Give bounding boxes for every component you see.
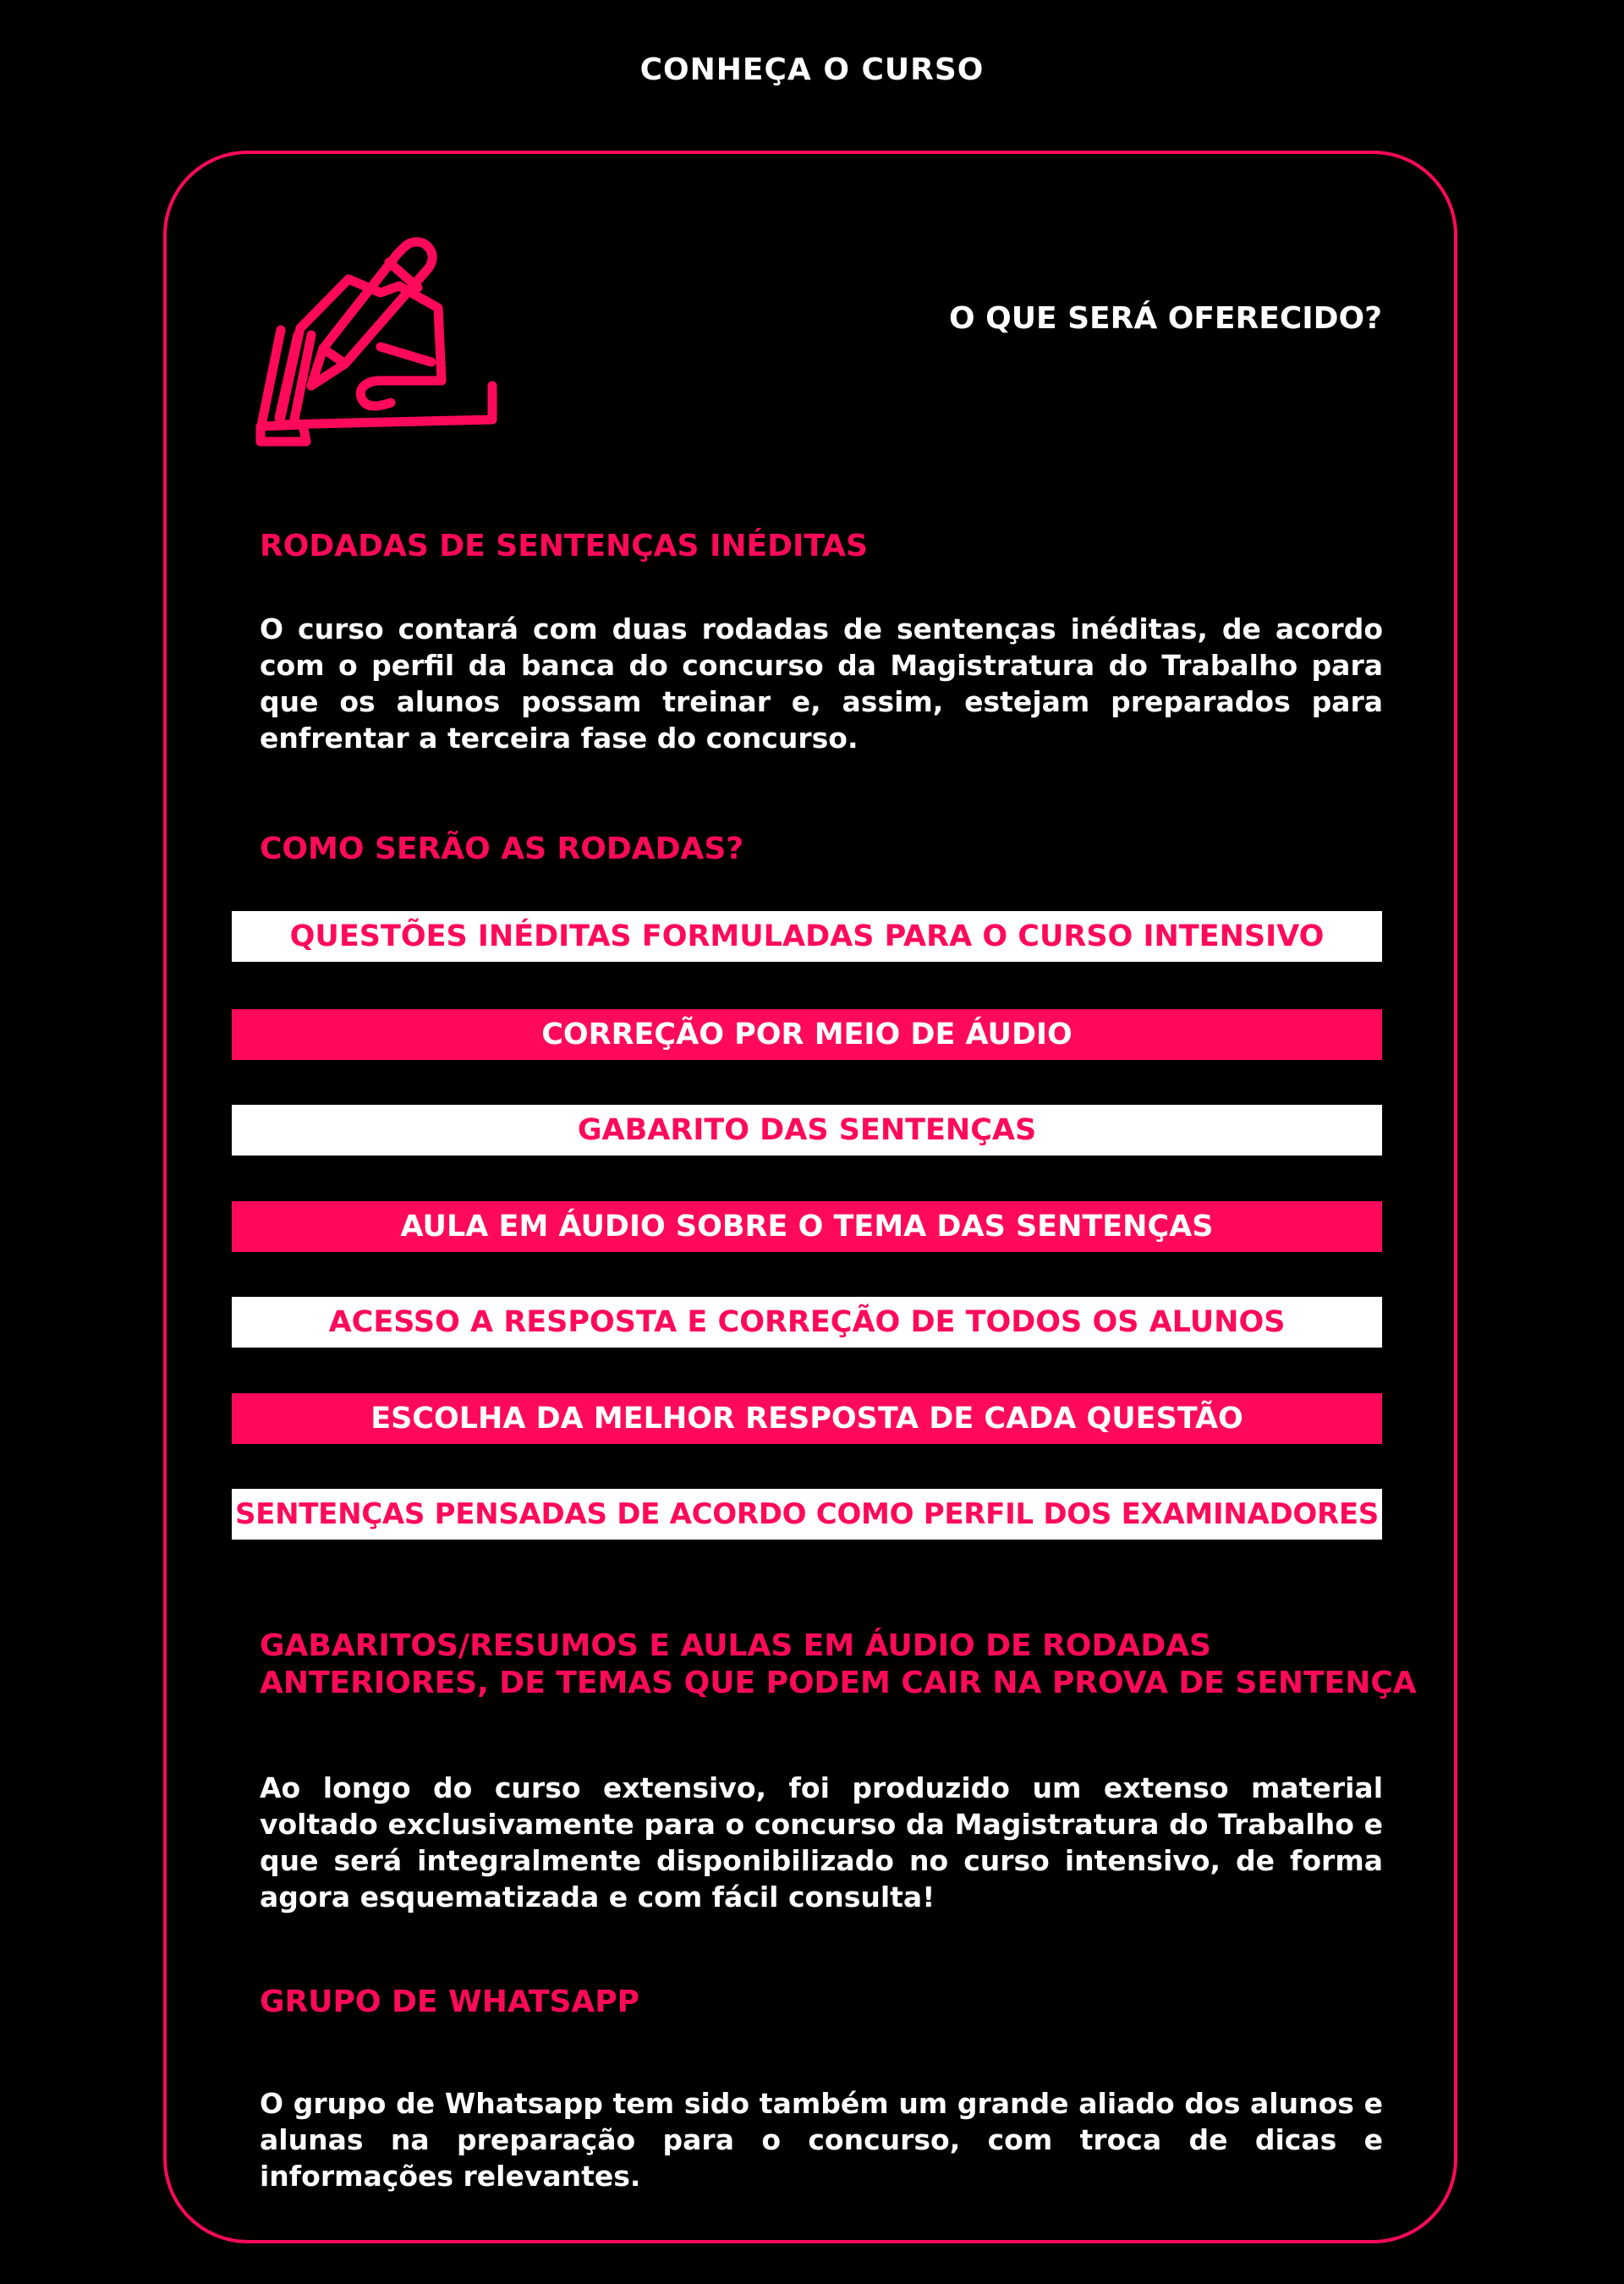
section-heading-como: COMO SERÃO AS RODADAS? [260, 832, 744, 866]
section-heading-whatsapp: GRUPO DE WHATSAPP [260, 1985, 640, 2019]
page-title: CONHEÇA O CURSO [639, 52, 985, 87]
feature-bar-aula: AULA EM ÁUDIO SOBRE O TEMA DAS SENTENÇAS [232, 1201, 1382, 1252]
section-heading-rodadas: RODADAS DE SENTENÇAS INÉDITAS [260, 529, 868, 563]
offered-title: O QUE SERÁ OFERECIDO? [949, 301, 1383, 336]
feature-bar-sentencas: SENTENÇAS PENSADAS DE ACORDO COMO PERFIL DOS EXAMINADORES [232, 1489, 1382, 1540]
paragraph-gabaritos: Ao longo do curso extensivo, foi produzido um extenso material voltado exclusivamente para o concurso da Magistratura do Trabalho e que será integralmente disponibilizado no curso intensivo, de forma agora esquematizada e com fácil consulta! [260, 1771, 1383, 1913]
paragraph-rodadas: O curso contará com duas rodadas de sentenças inéditas, de acordo com o perfil da banca do concurso da Magistratura do Trabalho para que os alunos possam treinar e, assim, estejam preparados para enfrentar a terceira fase do concurso. [260, 612, 1383, 755]
feature-bar-gabarito: GABARITO DAS SENTENÇAS [232, 1105, 1382, 1156]
feature-bar-acesso: ACESSO A RESPOSTA E CORREÇÃO DE TODOS OS ALUNOS [232, 1297, 1382, 1348]
feature-bar-escolha: ESCOLHA DA MELHOR RESPOSTA DE CADA QUESTÃO [232, 1393, 1382, 1444]
feature-bar-questoes: QUESTÕES INÉDITAS FORMULADAS PARA O CURSO INTENSIVO [232, 911, 1382, 962]
section-heading-gabaritos: GABARITOS/RESUMOS E AULAS EM ÁUDIO DE RODADAS ANTERIORES, DE TEMAS QUE PODEM CAIR NA PROVA DE SENTENÇA [260, 1628, 1417, 1700]
writing-hand-icon [254, 237, 533, 448]
course-card [163, 151, 1457, 2243]
feature-bar-correcao: CORREÇÃO POR MEIO DE ÁUDIO [232, 1009, 1382, 1060]
paragraph-whatsapp: O grupo de Whatsapp tem sido também um grande aliado dos alunos e alunas na preparação para o concurso, com troca de dicas e informações relevantes. [260, 2087, 1383, 2193]
